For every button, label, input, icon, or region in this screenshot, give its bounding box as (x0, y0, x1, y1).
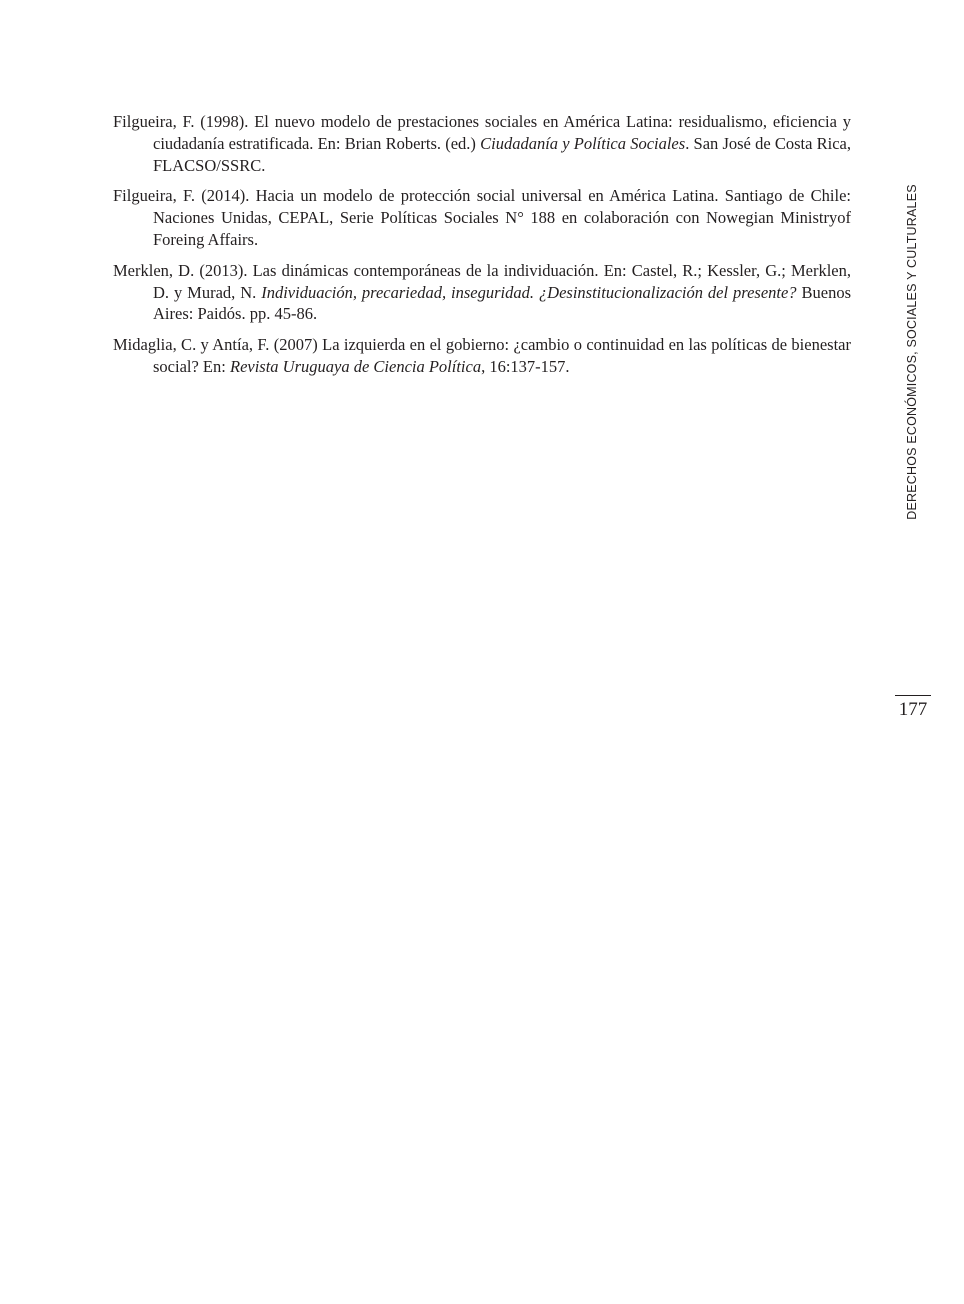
reference-text-tail: Buenos Aires: Paidós. pp. 45-86. (153, 282, 852, 324)
running-side-title: DERECHOS ECONÓMICOS, SOCIALES Y CULTURALES (905, 184, 919, 520)
reference-entry (113, 185, 851, 250)
reference-text: Filgueira, F. (2014). Hacia un modelo de protección social universal en América Latina. Santiago de Chile: Naciones Unidas, CEPAL, Serie Políticas Sociales N° 188 en colaboración con Nowegian Ministryof Foreing Affairs. (113, 186, 851, 249)
reference-text-tail: . San José de Costa Rica, FLACSO/SSRC. (153, 133, 851, 175)
reference-text: Midaglia, C. y Antía, F. (2007) La izquierda en el gobierno: ¿cambio o continuidad en las políticas de bienestar social? En: (113, 335, 851, 376)
reference-italic-title: Individuación, precariedad, inseguridad. ¿Desinstitucionalización del presente? (261, 282, 797, 302)
page-number-rule (895, 695, 931, 696)
reference-italic-title: Ciudadanía y Política Sociales (480, 133, 686, 153)
reference-text: Merklen, D. (2013). Las dinámicas contemporáneas de la individuación. En: Castel, R.; Kessler, G.; Merklen, D. y Murad, N. (113, 260, 851, 302)
reference-italic-title: Revista Uruguaya de Ciencia Política (229, 356, 482, 376)
page-number: 177 (898, 699, 928, 720)
reference-text: Filgueira, F. (1998). El nuevo modelo de prestaciones sociales en América Latina: residualismo, eficiencia y ciudadanía estratificada. En: Brian Roberts. (ed.) (113, 112, 851, 153)
reference-entry (113, 111, 851, 176)
reference-text-tail: , 16:137-157. (481, 356, 570, 376)
reference-list (113, 111, 851, 387)
reference-entry (113, 334, 851, 378)
reference-entry (113, 260, 851, 325)
